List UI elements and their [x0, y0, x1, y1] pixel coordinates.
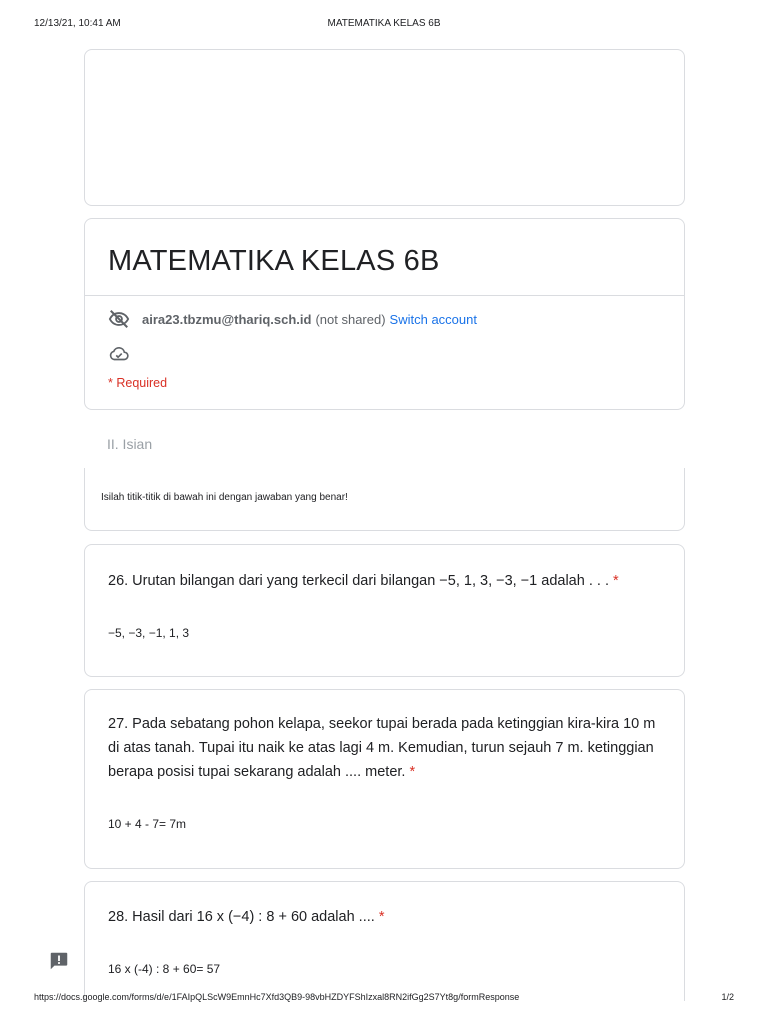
form-title-card	[84, 218, 685, 410]
answer-text: 10 + 4 - 7= 7m	[108, 817, 187, 831]
form-header-banner	[84, 49, 685, 206]
print-footer	[34, 992, 734, 1006]
question-label: 28. Hasil dari 16 x (−4) : 8 + 60 adalah ....	[108, 909, 375, 925]
question-label: 26. Urutan bilangan dari yang terkecil dari bilangan −5, 1, 3, −3, −1 adalah . . .	[108, 573, 609, 589]
print-header	[34, 18, 734, 32]
print-url: https://docs.google.com/forms/d/e/1FAIpQLScW9EmnHc7Xfd3QB9-98vbHZDYFShIzxal8RN2ifGg2S7Yt8g/formResponse	[34, 992, 520, 1002]
required-note: * Required	[108, 376, 168, 390]
account-row	[108, 308, 477, 330]
print-document-title: MATEMATIKA KELAS 6B	[327, 18, 441, 29]
print-page-number: 1/2	[721, 992, 734, 1002]
cloud-done-icon	[108, 343, 130, 365]
section-description-card	[84, 468, 685, 531]
section-title: II. Isian	[107, 436, 153, 452]
answer-text: −5, −3, −1, 1, 3	[108, 626, 190, 640]
question-card-26	[84, 544, 685, 677]
required-asterisk: *	[378, 909, 385, 925]
title-divider	[85, 295, 684, 296]
switch-account-link[interactable]: Switch account	[389, 311, 477, 327]
question-card-28	[84, 881, 685, 1001]
question-text	[108, 905, 663, 929]
answer-text: 16 x (-4) : 8 + 60= 57	[108, 962, 221, 976]
required-asterisk: *	[409, 764, 416, 780]
visibility-off-icon	[108, 308, 130, 330]
question-card-27	[84, 689, 685, 869]
question-text	[108, 569, 663, 593]
form-title: MATEMATIKA KELAS 6B	[108, 245, 440, 277]
print-timestamp: 12/13/21, 10:41 AM	[34, 18, 121, 29]
question-text	[108, 712, 663, 784]
account-email: aira23.tbzmu@thariq.sch.id	[142, 311, 312, 327]
feedback-icon[interactable]	[48, 950, 70, 972]
not-shared-label: (not shared)	[315, 311, 386, 327]
question-label: 27. Pada sebatang pohon kelapa, seekor tupai berada pada ketinggian kira-kira 10 m di atas tanah. Tupai itu naik ke atas lagi 4 m. Kemudian, turun sejauh 7 m. ketinggian berapa posisi tupai sekarang adalah .... meter.	[108, 716, 656, 780]
required-asterisk: *	[613, 573, 619, 589]
section-description: Isilah titik-titik di bawah ini dengan jawaban yang benar!	[101, 492, 348, 503]
